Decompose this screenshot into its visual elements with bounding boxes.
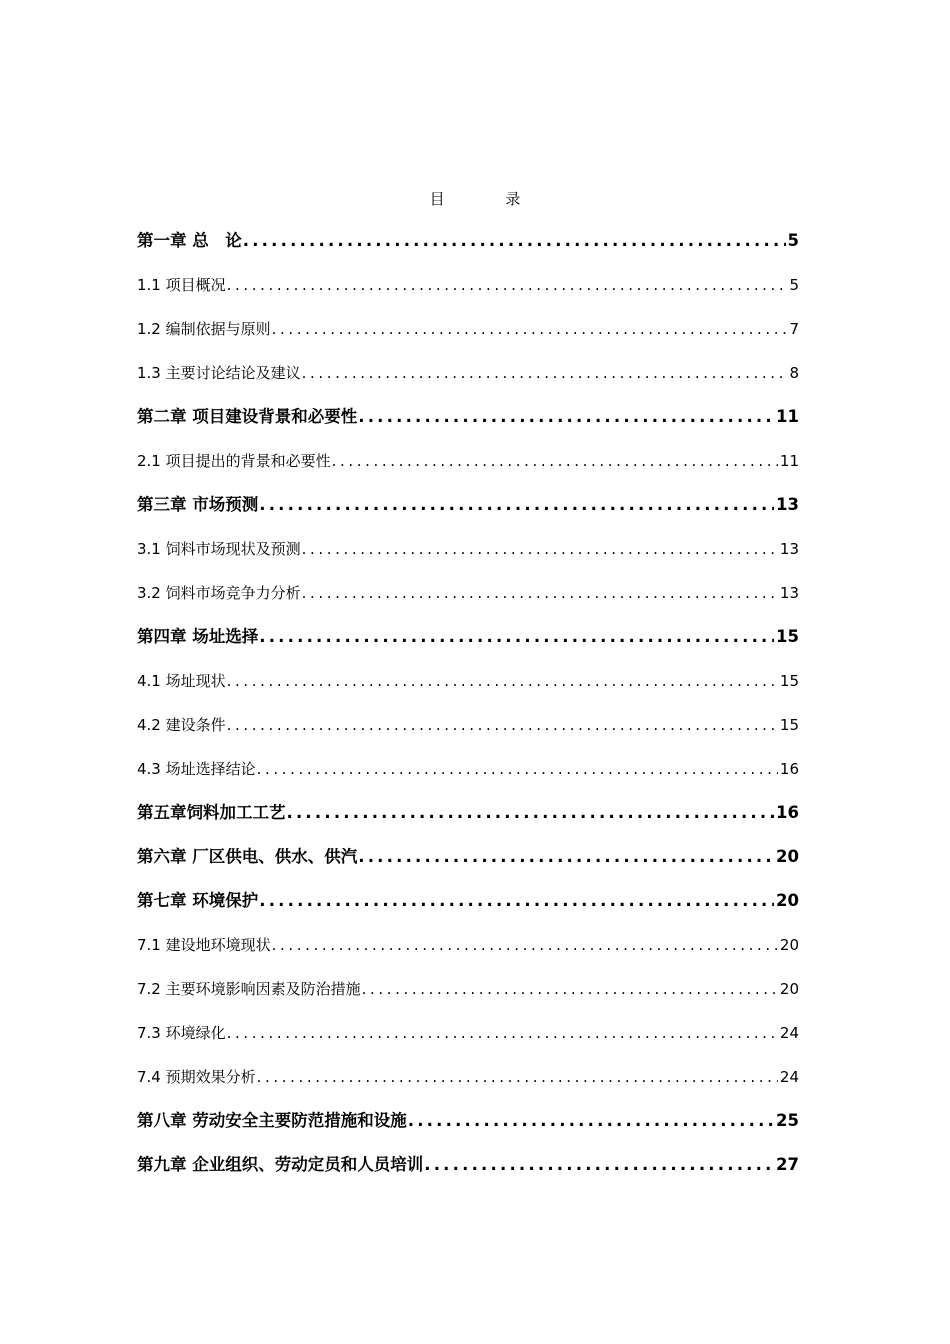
toc-entry-label: 3.2 饲料市场竞争力分析	[137, 584, 301, 602]
toc-entry-label: 第六章 厂区供电、供水、供汽	[137, 847, 358, 866]
toc-dot-leader	[424, 1154, 774, 1176]
toc-section-entry[interactable]	[137, 318, 799, 362]
toc-dot-leader	[358, 406, 774, 428]
toc-dot-leader	[227, 714, 778, 736]
toc-section-entry[interactable]	[137, 1066, 799, 1110]
toc-entry-label: 第四章 场址选择	[137, 627, 259, 646]
toc-dot-leader	[259, 626, 774, 648]
toc-dot-leader	[302, 582, 778, 604]
toc-dot-leader	[287, 802, 775, 824]
toc-dot-leader	[227, 670, 778, 692]
toc-section-entry[interactable]	[137, 274, 799, 318]
toc-section-entry[interactable]	[137, 670, 799, 714]
toc-chapter-entry[interactable]	[137, 890, 799, 934]
toc-dot-leader	[259, 890, 774, 912]
toc-page-number: 11	[776, 407, 799, 426]
toc-entry-label: 7.2 主要环境影响因素及防治措施	[137, 980, 361, 998]
toc-page-number: 16	[776, 803, 799, 822]
toc-page-number: 13	[779, 540, 799, 558]
toc-chapter-entry[interactable]	[137, 230, 799, 274]
toc-entry-label: 2.1 项目提出的背景和必要性	[137, 452, 331, 470]
toc-entry-label: 7.3 环境绿化	[137, 1024, 226, 1042]
toc-page-number: 25	[776, 1111, 799, 1130]
toc-page-number: 8	[789, 364, 799, 382]
toc-list	[137, 230, 799, 1198]
toc-dot-leader	[243, 230, 786, 252]
toc-page-number: 24	[779, 1068, 799, 1086]
toc-entry-label: 4.2 建设条件	[137, 716, 226, 734]
toc-entry-label: 1.1 项目概况	[137, 276, 226, 294]
toc-dot-leader	[272, 318, 788, 340]
toc-section-entry[interactable]	[137, 758, 799, 802]
toc-dot-leader	[358, 846, 774, 868]
toc-section-entry[interactable]	[137, 978, 799, 1022]
toc-dot-leader	[362, 978, 778, 1000]
toc-entry-label: 7.4 预期效果分析	[137, 1068, 256, 1086]
toc-page-number: 15	[779, 672, 799, 690]
toc-dot-leader	[302, 538, 778, 560]
toc-entry-label: 4.1 场址现状	[137, 672, 226, 690]
toc-page-number: 5	[787, 231, 799, 250]
toc-page-number: 15	[776, 627, 799, 646]
toc-entry-label: 1.2 编制依据与原则	[137, 320, 271, 338]
toc-section-entry[interactable]	[137, 934, 799, 978]
toc-page-number: 5	[789, 276, 799, 294]
toc-page-number: 13	[776, 495, 799, 514]
toc-page-number: 24	[779, 1024, 799, 1042]
toc-section-entry[interactable]	[137, 1022, 799, 1066]
toc-page-number: 20	[776, 891, 799, 910]
toc-chapter-entry[interactable]	[137, 1110, 799, 1154]
toc-chapter-entry[interactable]	[137, 1154, 799, 1198]
toc-chapter-entry[interactable]	[137, 626, 799, 670]
toc-entry-label: 1.3 主要讨论结论及建议	[137, 364, 301, 382]
toc-section-entry[interactable]	[137, 714, 799, 758]
toc-chapter-entry[interactable]	[137, 406, 799, 450]
toc-entry-label: 7.1 建设地环境现状	[137, 936, 271, 954]
toc-page-number: 20	[779, 980, 799, 998]
toc-dot-leader	[272, 934, 778, 956]
toc-page-number: 20	[779, 936, 799, 954]
toc-dot-leader	[227, 1022, 778, 1044]
toc-entry-label: 第二章 项目建设背景和必要性	[137, 407, 358, 426]
toc-page-number: 15	[779, 716, 799, 734]
toc-chapter-entry[interactable]	[137, 802, 799, 846]
toc-section-entry[interactable]	[137, 582, 799, 626]
toc-dot-leader	[302, 362, 788, 384]
toc-dot-leader	[257, 1066, 778, 1088]
toc-dot-leader	[227, 274, 788, 296]
toc-page-number: 11	[779, 452, 799, 470]
toc-entry-label: 第七章 环境保护	[137, 891, 259, 910]
toc-dot-leader	[259, 494, 774, 516]
toc-page-number: 20	[776, 847, 799, 866]
toc-entry-label: 3.1 饲料市场现状及预测	[137, 540, 301, 558]
toc-page-number: 13	[779, 584, 799, 602]
toc-section-entry[interactable]	[137, 538, 799, 582]
toc-chapter-entry[interactable]	[137, 494, 799, 538]
toc-dot-leader	[332, 450, 778, 472]
toc-dot-leader	[257, 758, 778, 780]
toc-page-number: 16	[779, 760, 799, 778]
toc-page-number: 27	[776, 1155, 799, 1174]
toc-entry-label: 第一章 总 论	[137, 231, 242, 250]
toc-section-entry[interactable]	[137, 450, 799, 494]
toc-dot-leader	[408, 1110, 774, 1132]
toc-title: 目 录	[429, 190, 549, 208]
toc-entry-label: 第三章 市场预测	[137, 495, 259, 514]
toc-entry-label: 第八章 劳动安全主要防范措施和设施	[137, 1111, 407, 1130]
toc-entry-label: 第九章 企业组织、劳动定员和人员培训	[137, 1155, 424, 1174]
toc-entry-label: 4.3 场址选择结论	[137, 760, 256, 778]
toc-chapter-entry[interactable]	[137, 846, 799, 890]
toc-entry-label: 第五章饲料加工工艺	[137, 803, 286, 822]
toc-page-number: 7	[789, 320, 799, 338]
toc-section-entry[interactable]	[137, 362, 799, 406]
